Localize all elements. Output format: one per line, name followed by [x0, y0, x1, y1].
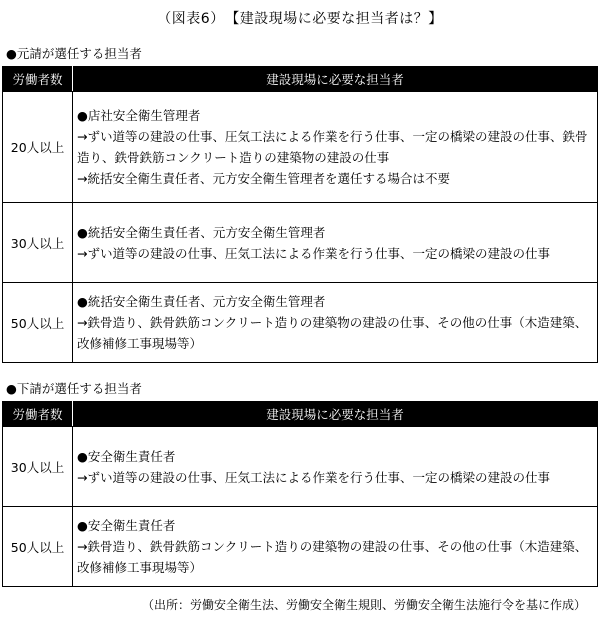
- column-header-required: 建設現場に必要な担当者: [73, 402, 598, 427]
- content-line: →ずい道等の建設の仕事、圧気工法による作業を行う仕事、一定の橋梁の建設の仕事: [77, 245, 550, 261]
- content-line: ●安全衛生責任者: [77, 518, 176, 533]
- row-content: [73, 92, 598, 203]
- table-row: [3, 283, 598, 363]
- content-line: ●店社安全衛生管理者: [77, 108, 201, 123]
- table-header-row: [3, 67, 598, 92]
- column-header-workers: 労働者数: [3, 402, 73, 427]
- table-subcontractor: [2, 401, 598, 587]
- table-row: [3, 427, 598, 507]
- row-content: [73, 427, 598, 507]
- row-label: 20人以上: [3, 92, 73, 203]
- row-label: 50人以上: [3, 283, 73, 363]
- content-line: →鉄骨造り、鉄骨鉄筋コンクリート造りの建築物の建設の仕事、その他の仕事（木造建築、改修補修工事現場等）: [77, 539, 588, 575]
- row-content: [73, 203, 598, 283]
- content-line: →統括安全衛生責任者、元方安全衛生管理者を選任する場合は不要: [77, 171, 450, 186]
- column-header-workers: 労働者数: [3, 67, 73, 92]
- content-line: ●統括安全衛生責任者、元方安全衛生管理者: [77, 294, 326, 309]
- row-label: 30人以上: [3, 427, 73, 507]
- row-label: 30人以上: [3, 203, 73, 283]
- content-line: ●統括安全衛生責任者、元方安全衛生管理者: [77, 224, 326, 240]
- section-heading-prime: ●元請が選任する担当者: [6, 46, 142, 61]
- row-content: [73, 283, 598, 363]
- content-line: →ずい道等の建設の仕事、圧気工法による作業を行う仕事、一定の橋梁の建設の仕事、鉄骨造り、鉄骨鉄筋コンクリート造りの建築物の建設の仕事: [77, 129, 588, 165]
- table-row: [3, 203, 598, 283]
- content-line: ●安全衛生責任者: [77, 448, 176, 464]
- row-content: [73, 507, 598, 587]
- source-footnote: （出所：労働安全衛生法、労働安全衛生規則、労働安全衛生法施行令を基に作成）: [141, 598, 586, 612]
- table-prime-contractor: [2, 66, 598, 363]
- table-row: [3, 507, 598, 587]
- section-heading-sub: ●下請が選任する担当者: [6, 381, 142, 396]
- row-label: 50人以上: [3, 507, 73, 587]
- table-row: [3, 92, 598, 203]
- page-title: （図表6） 【建設現場に必要な担当者は？】: [157, 11, 443, 27]
- content-line: →鉄骨造り、鉄骨鉄筋コンクリート造りの建築物の建設の仕事、その他の仕事（木造建築、改修補修工事現場等）: [77, 315, 588, 351]
- column-header-required: 建設現場に必要な担当者: [73, 67, 598, 92]
- content-line: →ずい道等の建設の仕事、圧気工法による作業を行う仕事、一定の橋梁の建設の仕事: [77, 469, 550, 485]
- table-header-row: [3, 402, 598, 427]
